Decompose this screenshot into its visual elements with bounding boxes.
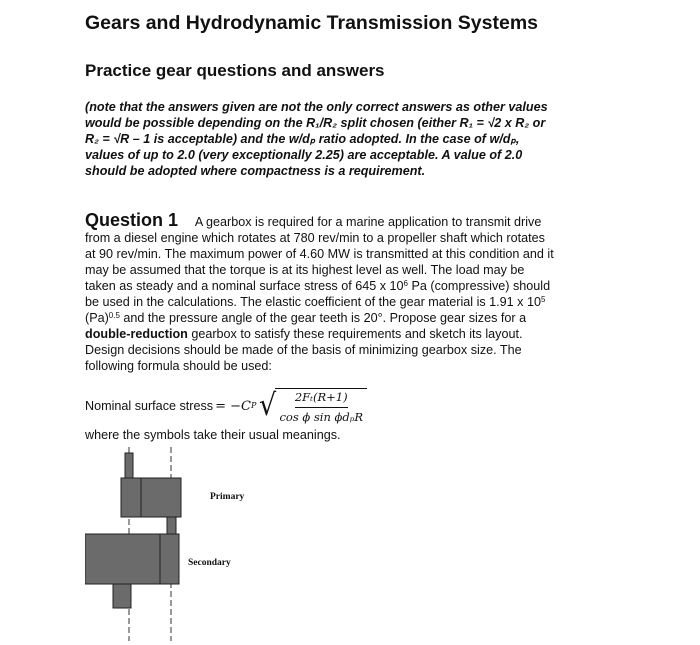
note-line: would be possible depending on the R₁/R₂ split chosen (either R₁ = √2 x R₂ or	[85, 116, 546, 130]
exponent: 5	[540, 295, 546, 304]
output-shaft	[113, 584, 131, 608]
page-title: Gears and Hydrodynamic Transmission Systems	[85, 12, 539, 34]
input-shaft	[125, 453, 133, 478]
question-heading: Question 1	[85, 210, 179, 230]
section-subtitle: Practice gear questions and answers	[85, 61, 385, 80]
question-text: be used in the calculations. The elastic coefficient of the gear material is 1.91 x 10	[85, 295, 541, 309]
formula-expression: = −C P √ $\frac{\text{2Fₜ(R+1)}}{\text{cos ϕ sin ϕdₚR}}$	[215, 388, 367, 424]
exponent: 0.5	[108, 311, 120, 320]
question-body	[85, 212, 623, 374]
question-text: from a diesel engine which rotates at 780 rev/min to a propeller shaft which rotates	[85, 231, 545, 245]
primary-pinion	[121, 478, 141, 517]
symbols-note: where the symbols take their usual meanings.	[85, 428, 341, 442]
gearbox-sketch	[85, 445, 285, 645]
answer-note	[85, 99, 625, 179]
question-text: (Pa)	[85, 311, 109, 325]
formula-fraction	[275, 388, 367, 424]
question-text: and the pressure angle of the gear teeth is 20°. Propose gear sizes for a	[119, 311, 527, 325]
note-line: R₂ = √R – 1 is acceptable) and the w/dₚ ratio adopted. In the case of w/dₚ,	[85, 132, 520, 146]
formula-denominator: cos ϕ sin ϕdₚR	[279, 410, 363, 424]
primary-label: Primary	[210, 492, 245, 502]
note-line: values of up to 2.0 (very exceptionally 2.25) are acceptable. A value of 2.0	[85, 148, 523, 162]
question-text: may be assumed that the torque is at its highest level as well. The load may be	[85, 263, 525, 277]
note-line: (note that the answers given are not the only correct answers as other values	[85, 100, 548, 114]
question-text: A gearbox is required for a marine application to transmit drive	[194, 215, 542, 229]
exponent: 6	[403, 279, 408, 288]
question-text: at 90 rev/min. The maximum power of 4.60 MW is transmitted at this condition and it	[85, 247, 554, 261]
secondary-wheel	[85, 534, 160, 584]
primary-wheel	[141, 478, 181, 517]
formula-label: Nominal surface stress	[85, 399, 214, 413]
question-text: taken as steady and a nominal surface stress of 645 x 10	[85, 279, 404, 293]
question-text: gearbox to satisfy these requirements and sketch its layout.	[187, 327, 523, 341]
formula-numerator: 2Fₜ(R+1)	[295, 389, 348, 408]
question-text: following formula should be used:	[85, 359, 272, 373]
secondary-label: Secondary	[188, 558, 231, 568]
note-line: should be adopted where compactness is a requirement.	[85, 164, 426, 178]
intermediate-shaft	[167, 516, 176, 534]
emphasis-text: double-reduction	[85, 327, 188, 341]
formula-equals: = −C	[215, 398, 251, 414]
square-root-icon: √	[259, 388, 277, 423]
formula	[85, 384, 367, 428]
question-text: Design decisions should be made of the basis of minimizing gearbox size. The	[85, 343, 522, 357]
secondary-pinion	[160, 534, 179, 584]
question-text: Pa (compressive) should	[407, 279, 551, 293]
